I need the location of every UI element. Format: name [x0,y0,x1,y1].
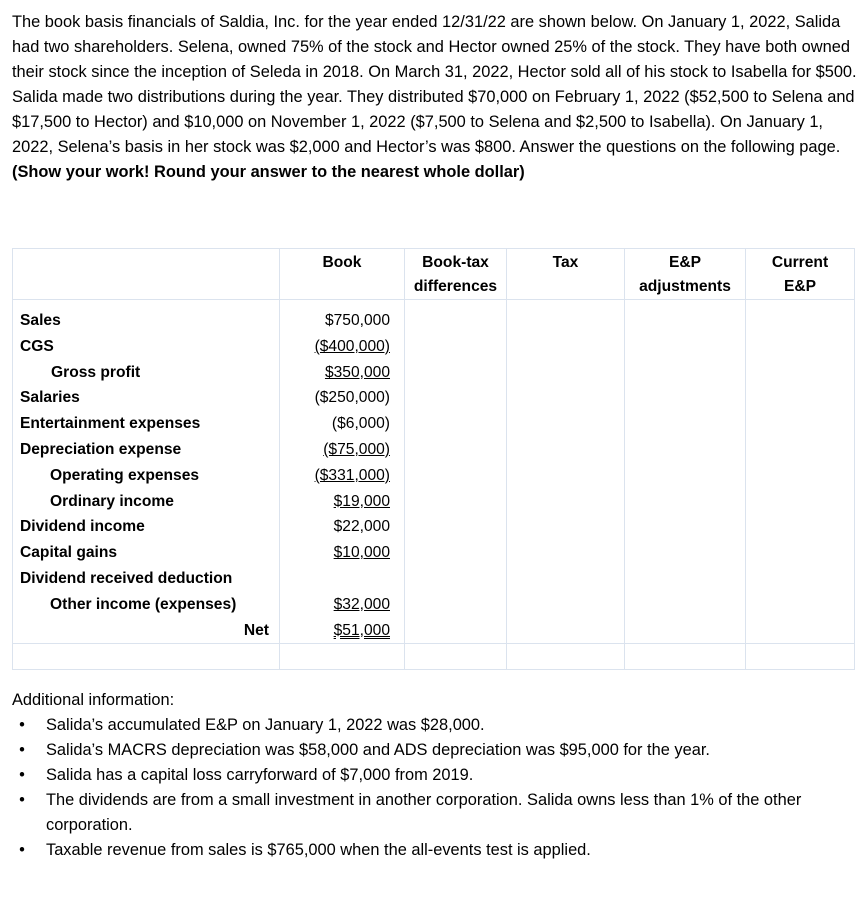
label-sales: Sales [20,312,61,329]
book-capital-gains: $10,000 [333,544,390,562]
financials-table [12,248,855,670]
label-depreciation: Depreciation expense [20,440,182,458]
empty-cell [13,644,280,670]
current-ep-cell[interactable] [746,300,855,644]
additional-heading: Additional information: [12,691,175,709]
additional-list [12,713,858,863]
table-body-row [13,300,855,644]
bullet-icon: • [19,716,25,734]
book-salaries: ($250,000) [314,389,390,407]
additional-information [12,688,858,863]
list-item: • Salida’s accumulated E&P on January 1, 2022 was $28,000. [12,713,858,738]
label-entertainment: Entertainment expenses [20,415,201,433]
book-cgs: ($400,000) [314,337,390,355]
problem-text: The book basis financials of Saldia, Inc. for the year ended 12/31/22 are shown below. On January 1, 2022, Salida had two shareholders. Selena, owned 75% of the stock and Hector owned 25% of the stock. They have both owned their stock since the inception of Seleda in 2018. On March 31, 2022, Hector sold all of his stock to Isabella for $500. Salida made two distributions during the year. They distributed $70,000 on February 1, 2022 ($52,500 to Selena and $17,500 to Hector) and $10,000 on November 1, 2022 ($7,500 to Selena and $2,500 to Isabella). On January 1, 2022, Selena’s basis in her stock was $2,000 and Hector’s was $800. Answer the questions on the following page. [12,13,857,156]
problem-instruction: (Show your work! Round your answer to the nearest whole dollar) [12,163,525,181]
list-item: • The dividends are from a small investment in another corporation. Salida owns less than 1% of the other corporation. [12,788,858,838]
book-entertainment: ($6,000) [331,415,390,433]
book-dividend-income: $22,000 [333,518,390,536]
table-empty-row [13,644,855,670]
empty-cell [746,644,855,670]
table-header-row [13,249,855,300]
book-gross-profit: $350,000 [324,363,390,381]
bullet-icon: • [19,766,25,784]
book-operating-expenses: ($331,000) [314,466,390,484]
label-other-income: Other income (expenses) [50,595,237,613]
header-book: Book [280,249,405,300]
book-tax-differences-cell[interactable] [405,300,507,644]
line-item-labels [13,300,280,644]
bullet-icon: • [19,791,25,809]
label-gross-profit: Gross profit [51,363,141,381]
header-book-tax-differences: Book-tax differences [405,249,507,300]
label-ordinary-income: Ordinary income [50,492,174,510]
book-depreciation: ($75,000) [323,440,390,458]
bullet-icon: • [19,741,25,759]
header-blank [13,249,280,300]
label-net: Net [243,621,269,639]
label-dividend-income: Dividend income [20,518,145,536]
problem-statement [12,10,858,185]
label-operating-expenses: Operating expenses [50,466,200,484]
book-amounts [280,300,405,644]
book-net: $51,000 [333,621,390,639]
empty-cell [507,644,625,670]
list-item: • Taxable revenue from sales is $765,000 when the all-events test is applied. [12,838,858,863]
book-ordinary-income: $19,000 [333,492,390,510]
tax-cell[interactable] [507,300,625,644]
label-drd: Dividend received deduction [20,569,233,587]
header-current-ep: Current E&P [746,249,855,300]
header-tax: Tax [507,249,625,300]
label-capital-gains: Capital gains [20,544,118,562]
empty-cell [280,644,405,670]
label-cgs: CGS [20,337,54,355]
book-drd [280,566,404,592]
book-sales: $750,000 [324,312,390,329]
list-item: • Salida has a capital loss carryforward of $7,000 from 2019. [12,763,858,788]
list-item: • Salida’s MACRS depreciation was $58,000 and ADS depreciation was $95,000 for the year. [12,738,858,763]
book-other-income: $32,000 [333,595,390,613]
header-ep-adjustments: E&P adjustments [625,249,746,300]
bullet-icon: • [19,841,25,859]
empty-cell [625,644,746,670]
empty-cell [405,644,507,670]
ep-adjustments-cell[interactable] [625,300,746,644]
label-salaries: Salaries [20,389,80,407]
